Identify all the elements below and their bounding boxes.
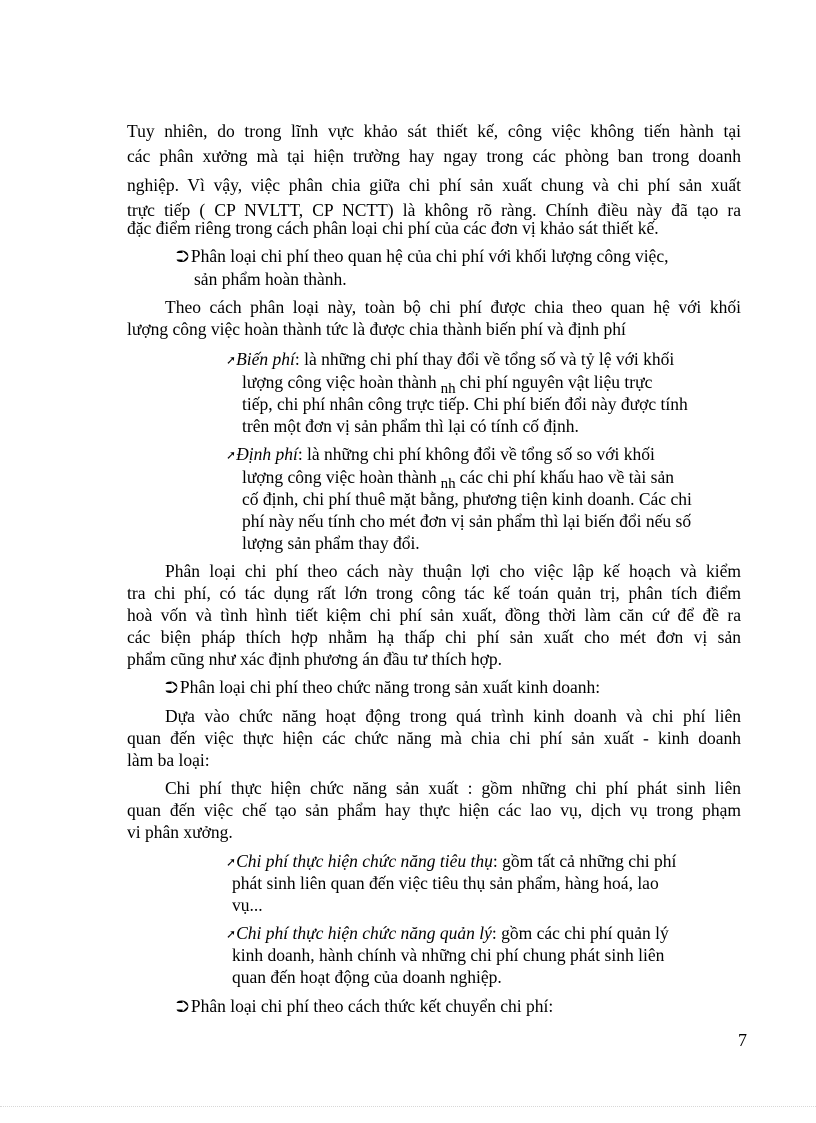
paragraph-line: nghiệp. Vì vậy, việc phân chia giữa chi phí sản xuất chung và chi phí sản xuất: [127, 175, 741, 195]
paragraph-line: tra chi phí, có tác dụng rất lớn trong công tác kế toán quản trị, phân tích điểm: [127, 583, 741, 603]
paragraph-line: trực tiếp ( CP NVLTT, CP NCTT) là không rõ ràng. Chính điều này đã tạo ra: [127, 200, 741, 220]
bullet-arrow-icon: ➚: [226, 927, 237, 941]
paragraph-line: quan đến việc chế tạo sản phẩm hay thực hiện các lao vụ, dịch vụ trong phạm: [127, 800, 741, 820]
section-heading: [165, 676, 600, 699]
term: Chi phí thực hiện chức năng quản lý: [236, 923, 492, 943]
paragraph-line: phẩm cũng như xác định phương án đầu tư thích hợp.: [127, 649, 503, 669]
bullet-line: [242, 371, 652, 395]
page-divider: [0, 1106, 816, 1107]
bullet-line: kinh doanh, hành chính và những chi phí chung phát sinh liên: [232, 945, 665, 965]
bullet-item: [226, 443, 655, 467]
bullet-line: quan đến hoạt động của doanh nghiệp.: [232, 967, 502, 987]
paragraph-line: Dựa vào chức năng hoạt động trong quá trình kinh doanh và chi phí liên: [165, 706, 741, 726]
paragraph-line: Chi phí thực hiện chức năng sản xuất : gồm những chi phí phát sinh liên: [165, 778, 741, 798]
bullet-line: cố định, chi phí thuê mặt bằng, phương tiện kinh doanh. Các chi: [242, 489, 692, 509]
section-heading: [176, 245, 742, 268]
bullet-item: [226, 850, 676, 874]
paragraph-line: Phân loại chi phí theo cách này thuận lợi cho việc lập kế hoạch và kiểm: [165, 561, 741, 581]
paragraph-line: lượng công việc hoàn thành tức là được chia thành biến phí và định phí: [127, 319, 626, 339]
bullet-line: trên một đơn vị sản phẩm thì lại có tính cố định.: [242, 416, 579, 436]
bullet-line: [242, 466, 674, 490]
arrow-right-icon: ⮊: [165, 678, 178, 697]
bullet-arrow-icon: ➚: [226, 448, 237, 462]
line-text: chi phí nguyên vật liệu trực: [459, 372, 653, 392]
bullet-line: phí này nếu tính cho mét đơn vị sản phẩm thì lại biến đổi nếu số: [242, 511, 692, 531]
bullet-arrow-icon: ➚: [226, 353, 237, 367]
bullet-arrow-icon: ➚: [226, 855, 237, 869]
bullet-line: tiếp, chi phí nhân công trực tiếp. Chi phí biến đổi này được tính: [242, 394, 688, 414]
definition: : là những chi phí thay đổi về tổng số và tỷ lệ với khối: [294, 349, 675, 369]
subscript-text: nh: [440, 476, 456, 492]
bullet-line: phát sinh liên quan đến việc tiêu thụ sản phẩm, hàng hoá, lao: [232, 873, 659, 893]
paragraph-line: đặc điểm riêng trong cách phân loại chi phí của các đơn vị khảo sát thiết kế.: [127, 218, 659, 238]
term: Định phí: [236, 444, 298, 464]
definition: : gồm tất cả những chi phí: [492, 851, 677, 871]
bullet-item: [226, 348, 674, 372]
paragraph-line: quan đến việc thực hiện các chức năng mà chia chi phí sản xuất - kinh doanh: [127, 728, 741, 748]
paragraph-line: các phân xưởng mà tại hiện trường hay ngay trong các phòng ban trong doanh: [127, 146, 741, 166]
paragraph-line: vi phân xưởng.: [127, 822, 233, 842]
arrow-right-icon: ⮊: [176, 997, 189, 1016]
heading-text: Phân loại chi phí theo chức năng trong sản xuất kinh doanh:: [179, 677, 601, 697]
arrow-right-icon: ⮊: [176, 247, 189, 266]
term: Chi phí thực hiện chức năng tiêu thụ: [236, 851, 493, 871]
paragraph-line: các biện pháp thích hợp nhằm hạ thấp chi phí sản xuất cho mét đơn vị sản: [127, 627, 741, 647]
line-text: các chi phí khấu hao về tài sản: [459, 467, 674, 487]
subscript-text: nh: [440, 381, 456, 397]
heading-text: Phân loại chi phí theo cách thức kết chuyển chi phí:: [190, 996, 554, 1016]
page-number: 7: [738, 1030, 747, 1050]
paragraph-line: Tuy nhiên, do trong lĩnh vực khảo sát thiết kế, công việc không tiến hành tại: [127, 121, 741, 141]
paragraph-line: hoà vốn và tình hình tiết kiệm chi phí sản xuất, đồng thời làm căn cứ để đề ra: [127, 605, 741, 625]
definition: : gồm các chi phí quản lý: [491, 923, 669, 943]
bullet-line: vụ...: [232, 895, 263, 915]
bullet-item: [226, 922, 669, 946]
line-text: lượng công việc hoàn thành: [242, 467, 437, 487]
term: Biến phí: [236, 349, 295, 369]
section-heading: [176, 995, 553, 1018]
heading-line: sản phẩm hoàn thành.: [194, 269, 347, 289]
line-text: lượng công việc hoàn thành: [242, 372, 437, 392]
definition: : là những chi phí không đổi về tổng số so với khối: [297, 444, 655, 464]
paragraph-line: làm ba loại:: [127, 750, 210, 770]
bullet-line: lượng sản phẩm thay đổi.: [242, 533, 420, 553]
paragraph-line: Theo cách phân loại này, toàn bộ chi phí được chia theo quan hệ với khối: [165, 297, 741, 317]
heading-text: Phân loại chi phí theo quan hệ của chi phí với khối lượng công việc,: [190, 246, 669, 266]
